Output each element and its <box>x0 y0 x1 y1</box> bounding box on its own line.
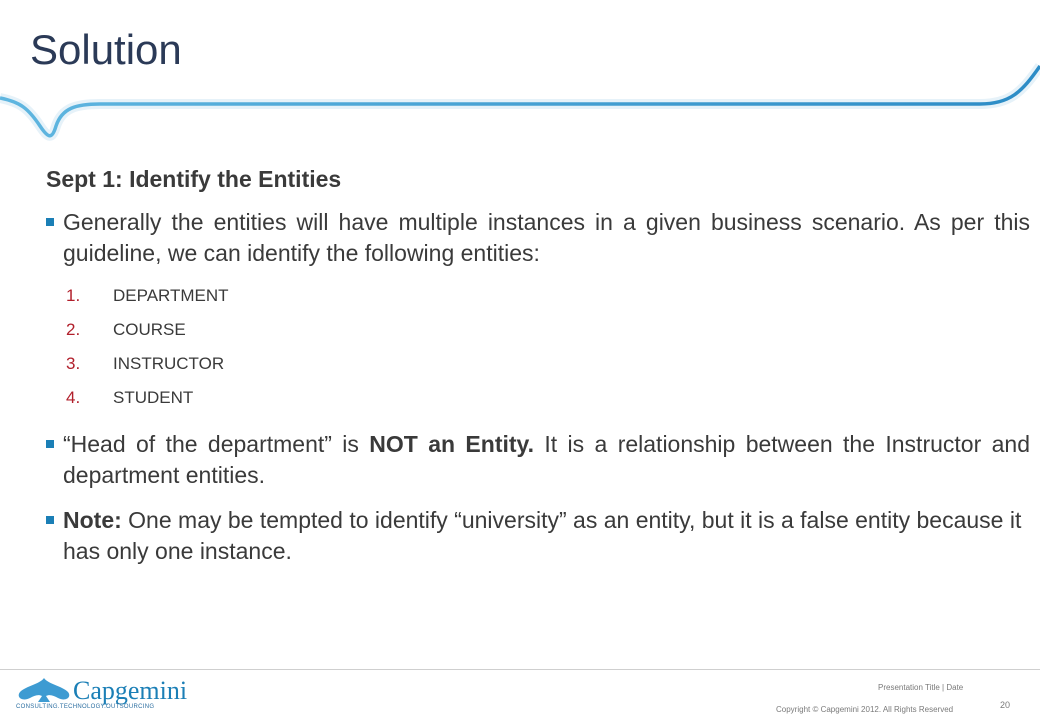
copyright-text: Copyright © Capgemini 2012. All Rights Reserved <box>776 705 954 714</box>
presentation-title: Presentation Title | Date <box>878 683 964 692</box>
list-number: 2. <box>66 320 81 339</box>
bullet-entities-guideline <box>46 207 1030 269</box>
note-label: Note: <box>63 507 122 533</box>
logo-tagline: CONSULTING.TECHNOLOGY.OUTSOURCING <box>16 704 155 710</box>
list-number: 4. <box>66 388 81 407</box>
bullet-text: Generally the entities will have multiple instances in a given business scenario. As per this guideline, we can identify the following entities: <box>63 209 1030 266</box>
slide-title: Solution <box>30 26 182 73</box>
footer-divider <box>0 669 1040 670</box>
entity-name: DEPARTMENT <box>113 286 229 305</box>
page-number: 20 <box>1000 700 1011 710</box>
bullet-note <box>46 505 1030 567</box>
header-wave-decoration <box>0 0 1040 150</box>
list-number: 1. <box>66 286 81 305</box>
entity-list <box>46 281 1030 417</box>
square-bullet-icon <box>46 516 54 524</box>
square-bullet-icon <box>46 440 54 448</box>
bullet-bold-text: NOT an Entity. <box>369 431 535 457</box>
entity-name: INSTRUCTOR <box>113 354 225 373</box>
entity-name: STUDENT <box>113 388 194 407</box>
slide-content <box>46 166 1030 581</box>
square-bullet-icon <box>46 218 54 226</box>
entity-list-item <box>46 281 1030 315</box>
step-heading: Sept 1: Identify the Entities <box>46 166 342 192</box>
capgemini-logo <box>16 676 188 716</box>
list-number: 3. <box>66 354 81 373</box>
entity-list-item <box>46 349 1030 383</box>
entity-list-item <box>46 315 1030 349</box>
spade-logo-icon <box>16 676 72 704</box>
bullet-text-part: It is a relationship between the Instructor and department entities. <box>63 431 1030 488</box>
bullet-head-of-department <box>46 429 1030 491</box>
entity-list-item <box>46 383 1030 417</box>
bullet-text-part: “Head of the department” is <box>63 431 370 457</box>
note-text: One may be tempted to identify “university” as an entity, but it is a false entity because it has only one instance. <box>63 507 1022 564</box>
entity-name: COURSE <box>113 320 186 339</box>
logo-wordmark: Capgemini <box>73 676 188 705</box>
